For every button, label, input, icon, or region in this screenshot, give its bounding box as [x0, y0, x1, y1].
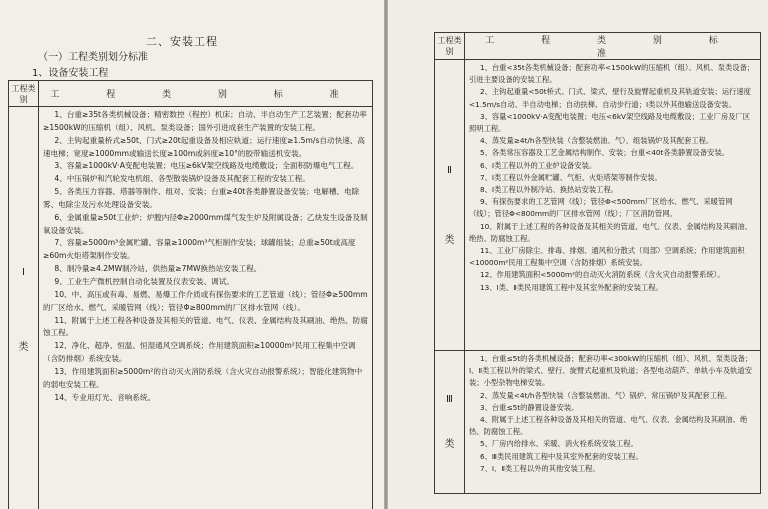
standard-item: 13、作用建筑面积≥5000m²的自动灭火消防系统（含火灾自动报警系统）；智能化建筑物中的弱电安装工程。: [43, 366, 363, 389]
header-standard: 工 程 类 别 标 准: [465, 33, 761, 60]
standard-item: 6、Ⅲ类民用建筑工程中及其室外配套的安装工程。: [479, 451, 643, 461]
standard-cell-II: [465, 60, 761, 351]
category-numeral: Ⅱ: [447, 164, 452, 176]
standard-item: 7、Ⅰ、Ⅱ类工程以外的其他安装工程。: [479, 463, 600, 473]
header-category: 工程类别: [9, 81, 39, 107]
standard-item: 3、台重≤5t的静置设备安装。: [479, 402, 579, 412]
section-title: 二、安装工程: [146, 35, 218, 48]
category-cell-III: [435, 351, 465, 494]
subsection-title: （一）工程类别划分标准: [38, 52, 148, 63]
category-numeral: Ⅲ: [446, 394, 453, 405]
standard-item: 4、蒸发量≥4t/h各型快装（含整装燃油、气）、组装锅炉及其配套工程。: [479, 136, 714, 146]
standard-item: 9、工业生产微机控制自动化装置及仪表安装、调试。: [54, 276, 234, 286]
category-suffix: 类: [18, 341, 29, 353]
right-classification-table: [434, 32, 761, 494]
standard-item: 5、各类压力容器、塔器等制作、组对、安装；台重≥40t各类静置设备安装；电解槽、电除雾、电除尘及污水处理设备安装。: [43, 187, 360, 209]
standard-cell-III: [465, 351, 761, 494]
standard-item: 7、容量≥5000m³金属贮罐、容量≥1000m³气柜制作安装；球罐组装；总重≥50t或高度≥60m火炬塔架制作安装。: [43, 238, 356, 261]
standard-item: 13、Ⅰ类、Ⅱ类民用建筑工程中及其室外配套的安装工程。: [479, 282, 663, 292]
standard-item: 1、台重≥35t各类机械设备；精密数控（程控）机床；自动、半自动生产工艺装置；配套功率≥1500kW的压缩机（组）、风机、泵类设备；国外引进成套生产装置的安装工程。: [43, 110, 367, 132]
standard-item: 6、Ⅰ类工程以外的工业炉设备安装。: [479, 160, 597, 170]
standard-item: 4、中压锅炉和汽轮发电机组、各型散装锅炉设备及其配套工程的安装工程。: [54, 174, 310, 184]
standard-item: 10、附属于上述工程的各种设备及其相关的管道、电气、仪表、金属结构及其刷油、绝热、防腐蚀工程。: [469, 221, 752, 243]
standard-item: 3、容量≥1000kV·A变配电装置；电压≥6kV架空线路及电缆敷设；全面积防爆电气工程。: [54, 161, 359, 171]
standard-item: 2、蒸发量<4t/h各型快装（含整装燃油、气）锅炉、常压锅炉及其配套工程。: [479, 390, 732, 400]
header-standard: 工 程 类 别 标 准: [39, 81, 373, 107]
standard-item: 8、制冷量≥4.2MW制冷站、供热量≥7MW换热站安装工程。: [54, 264, 262, 274]
standard-item: 12、净化、超净、恒温、恒湿通风空调系统；作用建筑面积≥10000m²民用工程集中空调（含防排烟）系统安装。: [43, 341, 356, 364]
category-cell-I: [9, 107, 39, 509]
standard-item: 1、台重≤5t的各类机械设备；配套功率<300kW的压缩机（组）、风机、泵类设备；Ⅰ、Ⅱ类工程以外的梁式、壁行、旋臂式起重机及轨道；各型电动葫芦、单轨小车及轨道安装；小型杂物电梯安装。: [469, 354, 753, 388]
standard-item: 10、中、高压或有毒、易燃、易爆工作介质或有探伤要求的工艺管道（线）；管径Φ≥500mm的厂区给水、燃气、采暖管网（线）；管径Φ≥800mm的厂区排水管网（线）。: [43, 289, 368, 312]
standard-item: 11、附属于上述工程各种设备及其相关的管道、电气、仪表、金属结构及其刷油、绝热、防腐蚀工程。: [43, 315, 368, 338]
standard-item: 2、主钩起重量桥式≥50t、门式≥20t起重设备及相应轨道；运行速度≥1.5m/s自动快速、高速电梯；宽度≥1000mm或输送长度≥100m或斜度≥10°的胶带输送机安装。: [43, 135, 365, 158]
right-page: [388, 0, 768, 509]
category-suffix: 类: [444, 234, 455, 246]
standard-item: 4、附属于上述工程各种设备及其相关的管道、电气、仪表、金属结构及其刷油、绝热、防腐蚀工程。: [469, 415, 748, 437]
category-cell-II: [435, 60, 465, 351]
standard-item: 12、作用建筑面积<5000m²的自动灭火消防系统（含火灾自动报警系统）。: [479, 270, 725, 280]
category-numeral: Ⅰ: [22, 266, 25, 278]
standard-item: 6、金属重量≥50t工业炉；炉膛内径Φ≥2000mm煤气发生炉及附属设备；乙炔发生设备及制氧设备安装。: [43, 212, 368, 235]
standard-item: 9、有探伤要求的工艺管网（线）；管径Φ<500mm厂区给水、燃气、采暖管网（线）；管径Φ<800mm的厂区排水管网（线）；厂区消防管网。: [469, 197, 733, 219]
standard-item: 3、容量<1000kV·A变配电装置；电压<6kV架空线路及电缆敷设；工业厂房及厂区照明工程。: [469, 111, 751, 134]
standard-item: 5、各类常压容器及工艺金属结构制作、安装；台重<40t各类静置设备安装。: [479, 148, 730, 158]
standard-item: 14、专业用灯光、音响系统。: [54, 392, 156, 402]
left-classification-table: [8, 80, 373, 509]
standard-item: 2、主钩起重量<50t桥式、门式、梁式、壁行及旋臂起重机及其轨道安装；运行速度<1.5m/s自动、半自动电梯；自动扶梯、自动步行道；Ⅰ类以外其他输送设备安装。: [469, 87, 751, 109]
standard-item: 5、厂房内给排水、采暖、消火栓系统安装工程。: [479, 439, 638, 449]
category-suffix: 类: [444, 439, 455, 450]
standard-cell-I: [39, 107, 373, 509]
bleed-through-text: [16, 4, 211, 14]
standard-item: 11、工业厂房除尘、排毒、排烟、通风和分散式（局部）空调系统；作用建筑面积<10000m²民用工程集中空调（含防排烟）系统安装。: [469, 246, 745, 268]
header-category: 工程类别: [435, 33, 465, 60]
standard-item: 7、Ⅰ类工程以外金属贮罐、气柜、火炬塔架等制作安装。: [479, 172, 662, 182]
standard-item: 1、台重<35t各类机械设备；配套功率<1500kW的压缩机（组）、风机、泵类设备；引进主要设备的安装工程。: [469, 63, 755, 85]
item-title: 1、设备安装工程: [32, 68, 109, 79]
standard-item: 8、Ⅰ类工程以外制冷站、换热站安装工程。: [479, 185, 619, 195]
